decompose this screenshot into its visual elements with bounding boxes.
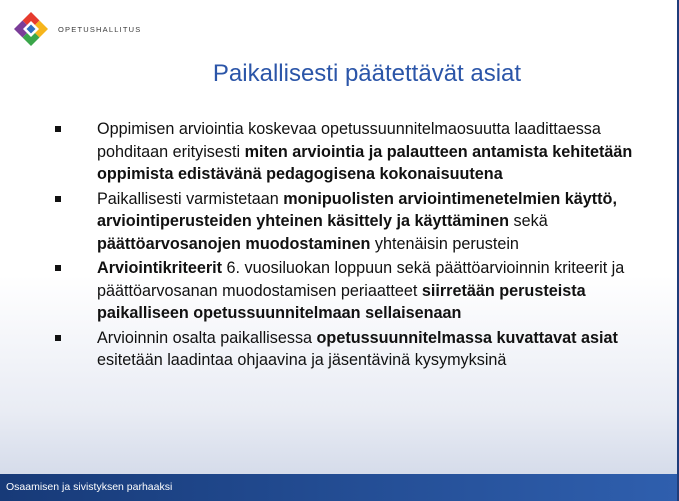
slide-title: Paikallisesti päätettävät asiat xyxy=(212,60,522,87)
footer-tagline: Osaamisen ja sivistyksen parhaaksi xyxy=(6,481,173,493)
bullet-text: 6. vuosiluokan loppuun sekä päättöarvioinnin kriteerit ja päättöarvosanan muodostamisen periaatteet xyxy=(97,259,625,300)
bullet-text: Paikallisesti varmistetaan xyxy=(97,189,284,208)
bullet-text-bold: miten arviointia ja palautteen antamista kehitetään oppimista edistävänä pedagogisena kokonaisuutena xyxy=(97,142,633,183)
bullet-item xyxy=(55,188,655,256)
bullet-item xyxy=(55,118,655,186)
bullet-text: yhtenäisin perustein xyxy=(370,234,519,253)
footer-bar xyxy=(0,474,677,501)
bullet-text-bold: Arviointikriteerit xyxy=(97,259,223,277)
bullet-text-bold: monipuolisten arviointimenetelmien käyttö, arviointiperusteiden yhteinen käsittely ja käyttäminen xyxy=(97,189,617,230)
bullet-text-bold: siirretään perusteista paikalliseen opetussuunnitelmaan sellaisenaan xyxy=(97,281,586,322)
bullet-list xyxy=(55,118,655,374)
bullet-item xyxy=(55,257,655,325)
bullet-text: Arvioinnin osalta paikallisessa xyxy=(97,328,317,347)
org-name: OPETUSHALLITUS xyxy=(58,25,142,34)
bullet-item xyxy=(55,327,655,372)
bullet-text: esitetään laadintaa ohjaavina ja jäsentävinä kysymyksinä xyxy=(97,351,507,369)
bullet-text: Oppimisen arviointia koskevaa opetussuunnitelmaosuutta laadittaessa pohditaan erityisesti xyxy=(97,120,601,161)
bullet-text: sekä xyxy=(509,212,548,230)
bullet-text-bold: päättöarvosanojen muodostaminen xyxy=(97,234,371,253)
opetushallitus-logo-icon xyxy=(14,12,48,46)
bullet-text-bold: opetussuunnitelmassa kuvattavat asiat xyxy=(316,328,618,347)
